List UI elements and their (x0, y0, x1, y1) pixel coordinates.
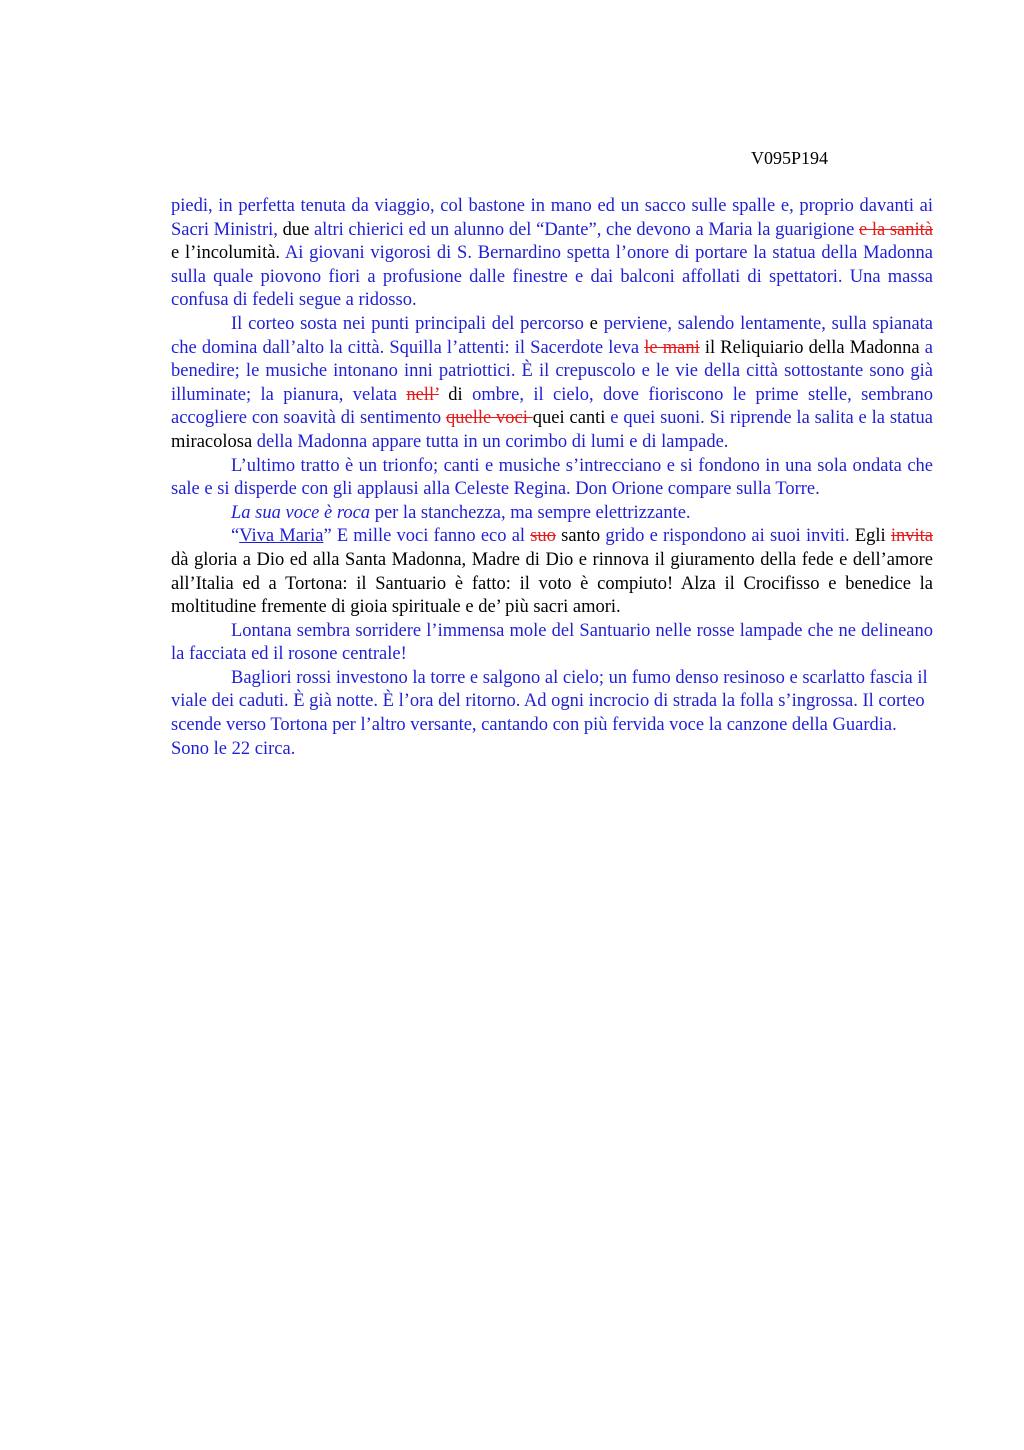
paragraph (171, 455, 933, 502)
deleted-text: invita (890, 526, 933, 547)
text-segment: grido e rispondono ai suoi inviti. (605, 526, 855, 547)
text-segment: e l’incolumità. (171, 243, 285, 264)
paragraph (171, 667, 933, 761)
paragraph (171, 313, 933, 455)
paragraph (171, 195, 933, 313)
text-segment: Ai giovani vigorosi di S. Bernardino spetta l’onore di portare la statua della Madonna sulla quale piovono fiori a profusione dalle finestre e dai balconi affollati di spettatori. Una massa confusa di fedeli segue a ridosso. (171, 243, 933, 311)
text-segment: per la stanchezza, ma sempre elettrizzante. (370, 502, 691, 523)
text-segment: Bagliori rossi investono la torre e salgono al cielo; un fumo denso resinoso e scarlatto fascia il viale dei caduti. È già notte. È l’ora del ritorno. Ad ogni incrocio di strada la folla s’ingrossa. Il corteo scende verso Tortona per l’altro versante, cantando con più fervida voce la canzone della Guardia. Sono le 22 circa. (171, 667, 928, 759)
deleted-text: quelle voci (445, 408, 533, 429)
paragraph (171, 525, 933, 619)
document-body (171, 195, 933, 761)
text-segment: Lontana sembra sorridere l’immensa mole del Santuario nelle rosse lampade che ne delineano la facciata ed il rosone centrale! (171, 620, 933, 665)
text-segment: ombre, il cielo, dove fioriscono le prime stelle, sembrano accogliere con soavità di sentimento (171, 384, 934, 429)
paragraph (171, 502, 933, 526)
text-segment: due (282, 219, 314, 240)
text-segment: di (438, 384, 473, 405)
text-segment: e quei suoni. Si riprende la salita e la statua (610, 408, 933, 429)
text-segment: il Reliquiario della Madonna (699, 337, 925, 358)
deleted-text: le mani (644, 337, 700, 358)
deleted-text: nell’ (406, 384, 439, 405)
text-segment: miracolosa (171, 431, 257, 452)
text-segment: piedi, in perfetta tenuta da viaggio, col bastone in mano ed un sacco sulle spalle e, proprio davanti ai Sacri Ministri, (171, 196, 933, 240)
text-segment: ” E mille voci fanno eco al (323, 526, 531, 547)
deleted-text: suo (530, 526, 556, 547)
text-segment: Il corteo sosta nei punti principali del percorso (231, 313, 590, 334)
text-segment: perviene, salendo lentamente, sulla spianata che domina dall’alto la città. Squilla l’attenti: il Sacerdote leva (171, 313, 934, 358)
text-segment: altri chierici ed un alunno del “Dante”, che devono a Maria la guarigione (313, 219, 859, 240)
text-segment: dà gloria a Dio ed alla Santa Madonna, Madre di Dio e rinnova il giuramento della fede e dell’amore all’Italia ed a Tortona: il Santuario è fatto: il voto è compiuto! Alza il Crocifisso e benedice la moltitudine fremente di gioia spirituale e de’ più sacri amori. (171, 549, 933, 618)
text-segment: quei canti (532, 408, 611, 429)
text-segment: “ (231, 526, 240, 547)
text-segment: della Madonna appare tutta in un corimbo di lumi e di lampade. (256, 431, 729, 452)
text-segment: a benedire; le musiche intonano inni patriottici. È il crepuscolo e le vie della città sottostante sono già illuminate; la pianura, velata (171, 337, 934, 405)
text-segment: La sua voce è roca (231, 502, 371, 523)
paragraph (171, 620, 933, 667)
deleted-text: e la sanità (858, 219, 933, 240)
text-segment: Egli (854, 526, 891, 547)
text-segment: L’ultimo tratto è un trionfo; canti e musiche s’intrecciano e si fondono in una sola ondata che sale e si disperde con gli applausi alla Celeste Regina. Don Orione compare sulla Torre. (171, 455, 933, 500)
text-segment: santo (555, 526, 606, 547)
text-segment: e (589, 313, 604, 334)
page-identifier: V095P194 (751, 148, 829, 168)
text-segment: Viva Maria (239, 526, 324, 547)
